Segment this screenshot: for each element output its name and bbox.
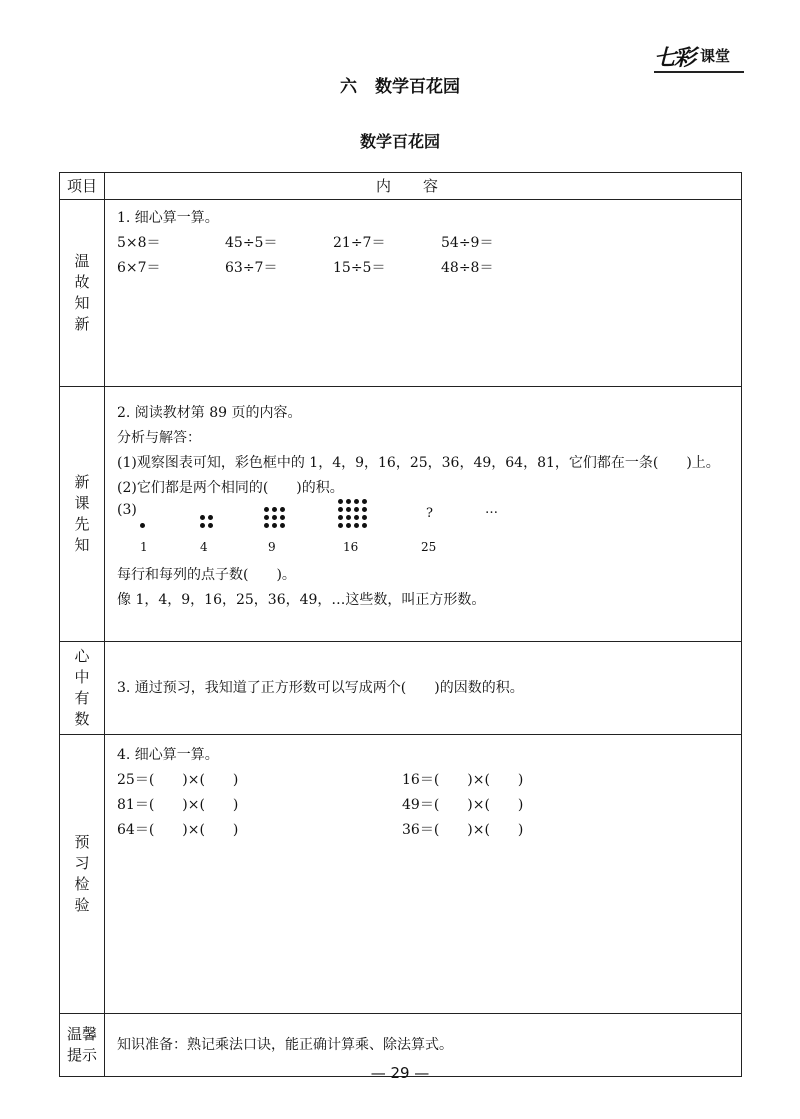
- dot: [338, 523, 343, 528]
- calc-row-1: [117, 231, 731, 256]
- tip-text: 知识准备：熟记乘法口诀，能正确计算乘、除法算式。: [117, 1036, 453, 1053]
- figure-ellipsis: …: [485, 502, 498, 517]
- question-1: (1)观察图表可知，彩色框中的 1，4，9，16，25，36，49，64，81，它们都在一条( )上。: [117, 455, 720, 471]
- dot-square-9: [264, 507, 285, 528]
- dot: [272, 515, 277, 520]
- chapter-title: [0, 72, 800, 97]
- calc-item: 15÷5＝: [333, 260, 386, 276]
- calc-item: 48÷8＝: [441, 260, 494, 276]
- page-number: — 29 —: [370, 1064, 430, 1082]
- header-item: 项目: [60, 173, 105, 200]
- row-label: 温故知新: [60, 200, 105, 387]
- dot: [208, 523, 213, 528]
- dot: [362, 515, 367, 520]
- dot: [346, 507, 351, 512]
- dot: [280, 515, 285, 520]
- table-row: [60, 735, 742, 1014]
- calc-item: 45÷5＝: [225, 235, 278, 251]
- factor-item: 36＝( )×( ): [402, 822, 524, 838]
- table-row: [60, 387, 742, 642]
- factor-item: 81＝( )×( ): [117, 797, 239, 813]
- question-4: 每行和每列的点子数( )。: [117, 567, 296, 583]
- table-row: [60, 642, 742, 735]
- review-section: [105, 200, 742, 387]
- dot: [338, 499, 343, 504]
- calc-item: 63÷7＝: [225, 260, 278, 276]
- dot: [264, 515, 269, 520]
- dot: [354, 523, 359, 528]
- dot: [264, 507, 269, 512]
- dot-square-16: [338, 499, 367, 528]
- dot: [338, 515, 343, 520]
- row-label: 心中有数: [60, 642, 105, 735]
- question-2: (2)它们都是两个相同的( )的积。: [117, 480, 344, 496]
- question-3: (3): [117, 502, 137, 518]
- unknown-figure: ?: [426, 506, 433, 521]
- square-number-definition: 像 1，4，9，16，25，36，49，…这些数，叫正方形数。: [117, 592, 486, 608]
- figure-label: 16: [343, 540, 359, 554]
- factor-item: 64＝( )×( ): [117, 822, 239, 838]
- figure-label: 4: [200, 540, 208, 554]
- factor-item: 16＝( )×( ): [402, 772, 524, 788]
- section3-text: 3. 通过预习，我知道了正方形数可以写成两个( )的因数的积。: [117, 679, 524, 696]
- brand-logo: [654, 41, 744, 71]
- dot: [354, 499, 359, 504]
- calc-row-2: [117, 256, 731, 281]
- dot: [346, 523, 351, 528]
- dot: [264, 523, 269, 528]
- figure-label: 1: [140, 540, 148, 554]
- section2-title: 2. 阅读教材第 89 页的内容。: [117, 405, 302, 421]
- figure-label: 25: [421, 540, 437, 554]
- calc-item: 5×8＝: [117, 235, 161, 251]
- factor-item: 25＝( )×( ): [117, 772, 239, 788]
- dot-square-4: [200, 515, 213, 528]
- table-header-row: [60, 173, 742, 200]
- dot: [140, 523, 145, 528]
- dot: [272, 523, 277, 528]
- dot: [362, 523, 367, 528]
- dot-square-1: [140, 523, 145, 528]
- dot: [272, 507, 277, 512]
- header-content: 内容: [105, 173, 742, 200]
- row-label: 温馨提示: [60, 1014, 105, 1077]
- dot: [200, 523, 205, 528]
- analysis-label: 分析与解答：: [117, 430, 201, 446]
- dot: [338, 507, 343, 512]
- preview-section: [105, 387, 742, 642]
- chapter-number: 六: [340, 77, 357, 97]
- dot: [346, 515, 351, 520]
- check-section: [105, 735, 742, 1014]
- section1-title: 1. 细心算一算。: [117, 210, 219, 226]
- brand-mark: 七彩: [654, 45, 695, 71]
- row-label: 新课先知: [60, 387, 105, 642]
- chapter-name: 数学百花园: [375, 77, 460, 97]
- table-row: [60, 200, 742, 387]
- section4-title: 4. 细心算一算。: [117, 747, 219, 763]
- dot: [200, 515, 205, 520]
- calc-item: 21÷7＝: [333, 235, 386, 251]
- dot: [362, 507, 367, 512]
- dot-figure: [117, 501, 731, 563]
- dot: [280, 507, 285, 512]
- factor-item: 49＝( )×( ): [402, 797, 524, 813]
- dot: [362, 499, 367, 504]
- calc-item: 54÷9＝: [441, 235, 494, 251]
- brand-text: 课堂: [700, 47, 731, 65]
- factor-row: [117, 818, 731, 843]
- factor-row: [117, 768, 731, 793]
- dot: [280, 523, 285, 528]
- knowledge-section: [105, 642, 742, 735]
- section-subtitle: 数学百花园: [359, 132, 440, 151]
- row-label: 预习检验: [60, 735, 105, 1014]
- dot: [354, 507, 359, 512]
- worksheet-table: [59, 172, 742, 1077]
- dot: [346, 499, 351, 504]
- dot: [354, 515, 359, 520]
- figure-label: 9: [268, 540, 276, 554]
- factor-row: [117, 793, 731, 818]
- dot: [208, 515, 213, 520]
- calc-item: 6×7＝: [117, 260, 161, 276]
